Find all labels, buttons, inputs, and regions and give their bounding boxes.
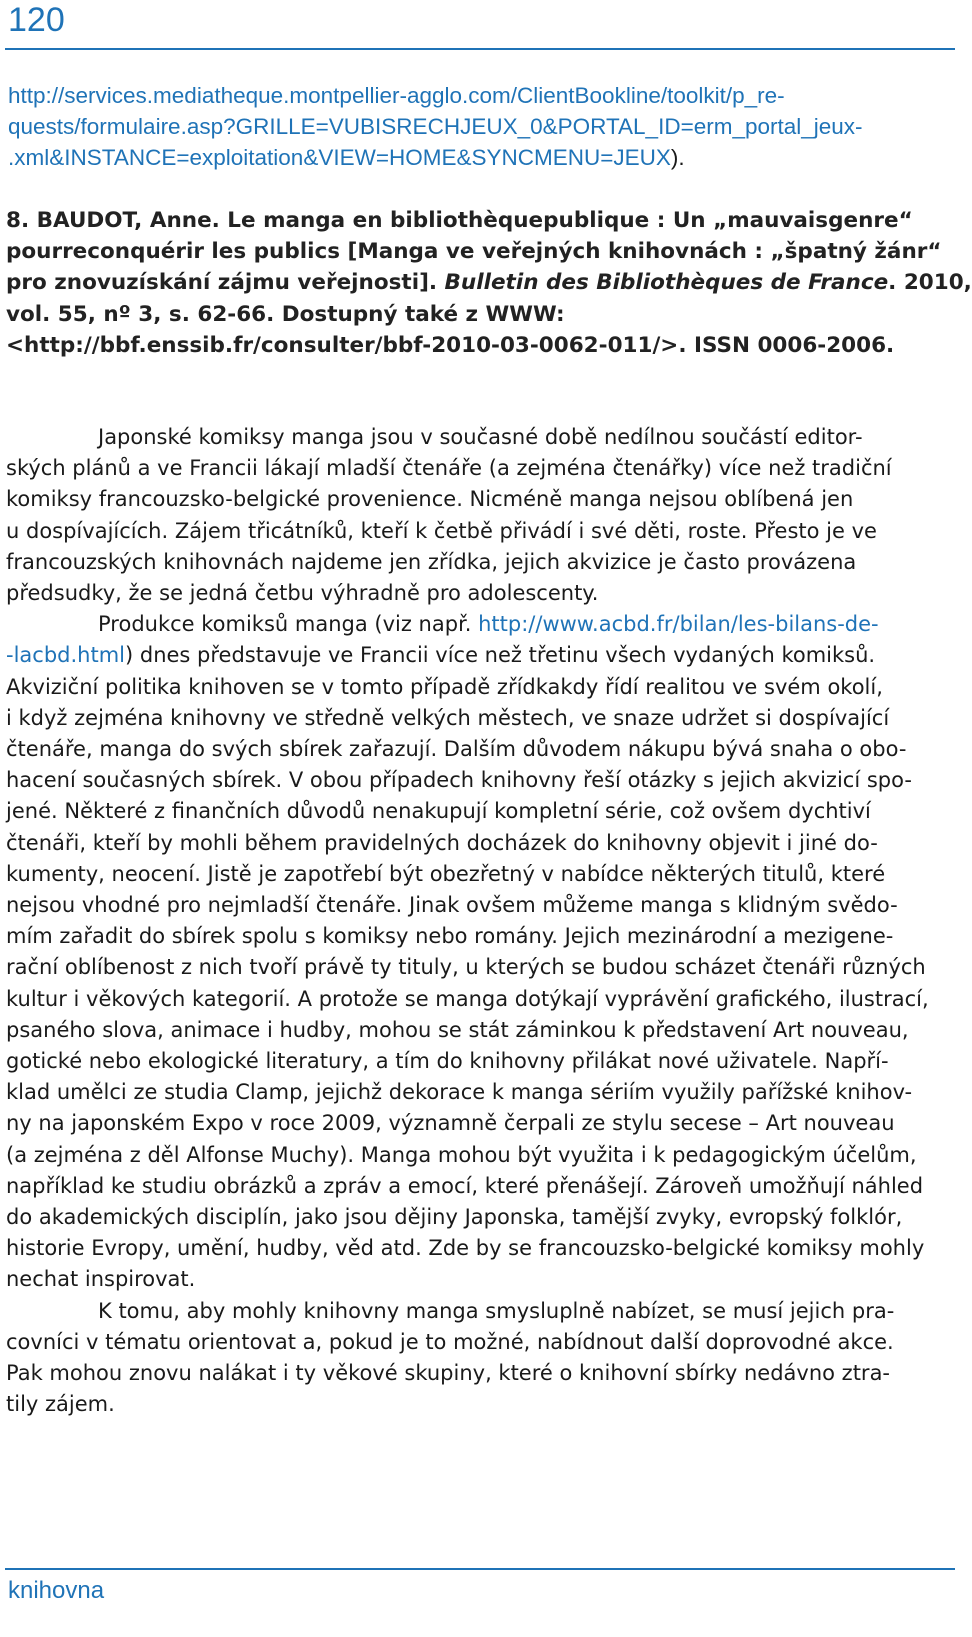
body-line: Japonské komiksy manga jsou v současné době nedílnou součástí editor- <box>98 425 863 449</box>
bottom-divider <box>5 1568 955 1570</box>
entry-text: pro znovuzískání zájmu veřejnosti]. <box>6 270 445 296</box>
body-line: (a zejména z děl Alfonse Muchy). Manga mohou být využita i k pedagogickým účelům, <box>6 1142 917 1167</box>
body-line: u dospívajících. Zájem třicátníků, kteří k četbě přivádí i své děti, roste. Přesto je ve <box>6 518 877 543</box>
url-line[interactable]: http://services.mediatheque.montpellier-agglo.com/ClientBookline/toolkit/p_re- <box>8 83 785 108</box>
footer-title: knihovna <box>8 1577 105 1604</box>
body-line: do akademických disciplín, jako jsou dějiny Japonska, tamější zvyky, evropský folklór, <box>6 1205 903 1230</box>
url-line[interactable]: quests/formulaire.asp?GRILLE=VUBISRECHJEUX_0&PORTAL_ID=erm_portal_jeux- <box>8 114 863 139</box>
body-line: předsudky, že se jedná četbu výhradně pro adolescenty. <box>6 581 599 606</box>
body-line: K tomu, aby mohly knihovny manga smysluplně nabízet, se musí jejich pra- <box>98 1298 895 1323</box>
body-line: kultur i věkových kategorií. A protože se manga dotýkají vyprávění grafického, ilustrací, <box>6 986 929 1011</box>
body-line: ny na japonském Expo v roce 2009, významně čerpali ze stylu secese – Art nouveau <box>6 1111 895 1136</box>
body-line: i když zejména knihovny ve středně velkých městech, ve snaze udržet si dospívající <box>6 705 890 730</box>
reference-url[interactable] <box>8 80 948 173</box>
top-divider <box>5 48 955 50</box>
body-text: ) dnes představuje ve Francii více než třetinu všech vydaných komiksů. <box>125 643 876 668</box>
body-line: historie Evropy, umění, hudby, věd atd. Zde by se francouzsko-belgické komiksy mohly <box>6 1236 925 1261</box>
url-tail: ). <box>670 145 685 170</box>
body-line: nechat inspirovat. <box>6 1267 196 1292</box>
url-line-text[interactable]: .xml&INSTANCE=exploitation&VIEW=HOME&SYNCMENU=JEUX <box>8 145 671 170</box>
bibliography-entry <box>6 205 972 361</box>
body-line: Pak mohou znovu nalákat i ty věkové skupiny, které o knihovní sbírky nedávno ztra- <box>6 1361 891 1386</box>
acbd-link[interactable]: http://www.acbd.fr/bilan/les-bilans-de- <box>478 612 879 637</box>
body-line: ských plánů a ve Francii lákají mladší čtenáře (a zejména čtenářky) více než tradiční <box>6 456 892 481</box>
body-line: například ke studiu obrázků a zpráv a emocí, které přenášejí. Zároveň umožňují náhled <box>6 1173 924 1198</box>
body-text: Produkce komiksů manga (viz např. <box>98 612 479 637</box>
entry-line: pourreconquérir les publics [Manga ve veřejných knihovnách : „špatný žánr“ <box>6 239 942 265</box>
body-line: komiksy francouzsko-belgické provenience. Nicméně manga nejsou oblíbená jen <box>6 487 854 512</box>
entry-line: vol. 55, nº 3, s. 62-66. Dostupný také z WWW: <box>6 301 565 327</box>
body-line: kumenty, neocení. Jistě je zapotřebí být obezřetný v nabídce některých titulů, které <box>6 861 886 886</box>
body-line: Akviziční politika knihoven se v tomto případě zřídkakdy řídí realitou ve svém okolí, <box>6 674 883 699</box>
body-line: hacení současných sbírek. V obou případech knihovny řeší otázky s jejich akvizicí spo- <box>6 768 912 793</box>
body-line: tily zájem. <box>6 1392 115 1417</box>
entry-line: 8. BAUDOT, Anne. Le manga en bibliothèquepublique : Un „mauvaisgenre“ <box>6 208 913 233</box>
body-line: čtenáře, manga do svých sbírek zařazují. Dalším důvodem nákupu bývá snaha o obo- <box>6 737 907 762</box>
body-line: rační oblíbenost z nich tvoří právě ty tituly, u kterých se budou scházet čtenáři různých <box>6 955 926 980</box>
entry-text: . 2010, <box>888 270 972 296</box>
page-number: 120 <box>8 1 65 39</box>
body-line: čtenáři, kteří by mohli během pravidelných docházek do knihovny objevit i jiné do- <box>6 830 878 855</box>
body-line: gotické nebo ekologické literatury, a tím do knihovny přilákat nové uživatele. Napří- <box>6 1049 889 1074</box>
entry-line: <http://bbf.enssib.fr/consulter/bbf-2010-03-0062-011/>. ISSN 0006-2006. <box>6 332 895 358</box>
body-line: covníci v tématu orientovat a, pokud je to možné, nabídnout další doprovodné akce. <box>6 1329 894 1354</box>
body-line: jené. Některé z finančních důvodů nenakupují kompletní série, což ovšem dychtiví <box>6 799 871 824</box>
acbd-link-continued[interactable]: -lacbd.html <box>6 643 125 668</box>
url-line[interactable] <box>8 142 948 173</box>
journal-title: Bulletin des Bibliothèques de France <box>444 270 889 296</box>
body-line: mím zařadit do sbírek spolu s komiksy nebo romány. Jejich mezinárodní a mezigene- <box>6 924 894 949</box>
body-line: francouzských knihovnách najdeme jen zřídka, jejich akvizice je často provázena <box>6 549 857 574</box>
body-line <box>6 640 954 671</box>
article-body <box>6 422 954 1421</box>
body-line: nejsou vhodné pro nejmladší čtenáře. Jinak ovšem můžeme manga s klidným svědo- <box>6 893 898 918</box>
entry-line <box>6 267 972 298</box>
body-line: klad umělci ze studia Clamp, jejichž dekorace k manga sériím využily pařížské knihov- <box>6 1080 913 1105</box>
body-line: psaného slova, animace i hudby, mohou se stát záminkou k představení Art nouveau, <box>6 1017 909 1042</box>
body-line <box>6 609 954 640</box>
